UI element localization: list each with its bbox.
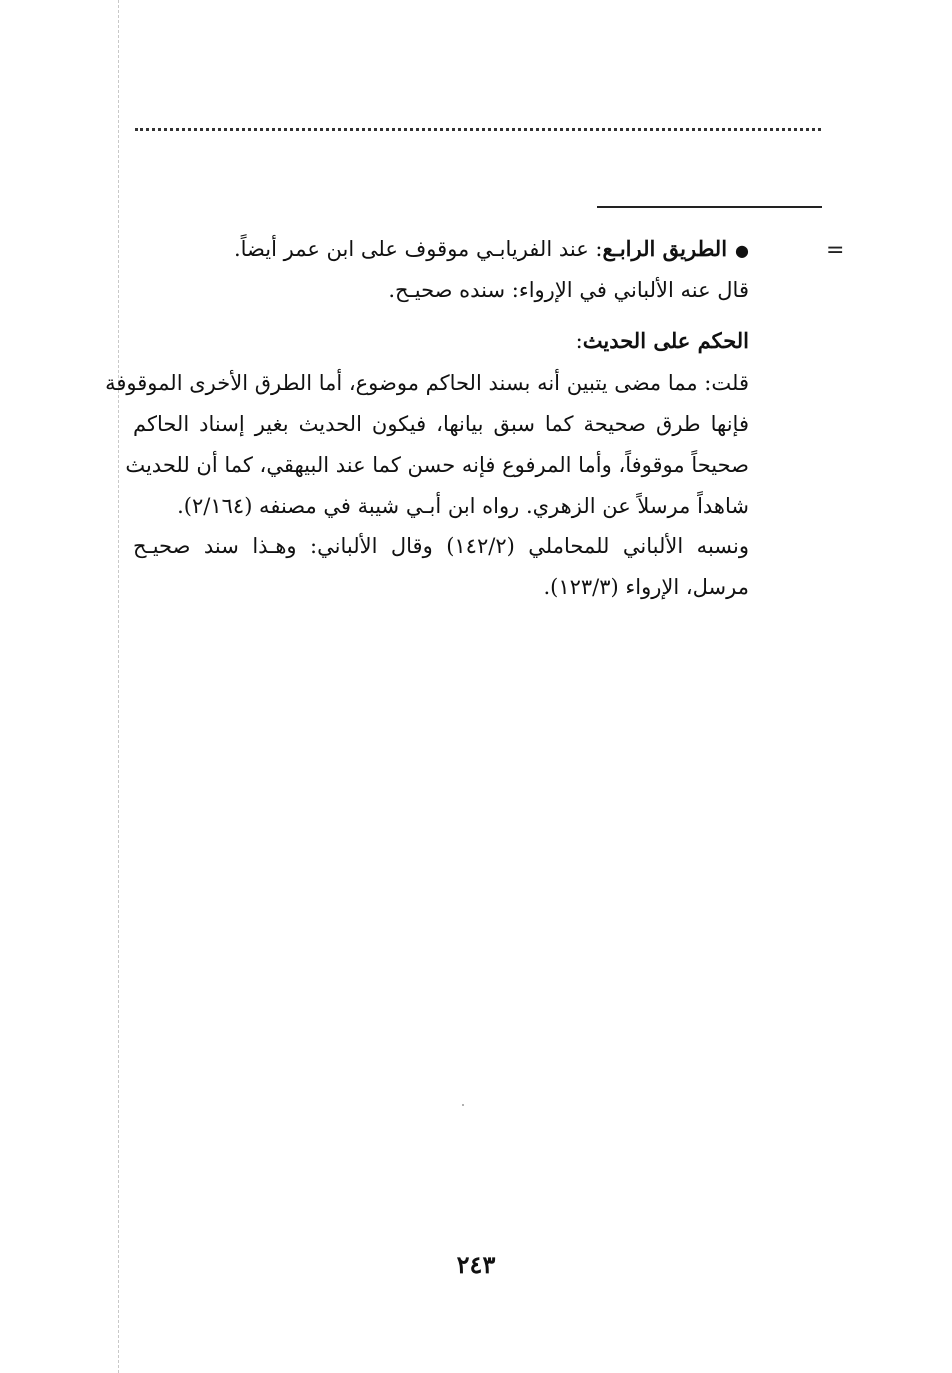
footnote-line-1 [234, 232, 749, 268]
section-heading [576, 324, 749, 358]
section-heading-colon: : [575, 329, 583, 353]
paragraph-line: ونسبه الألباني للمحاملي (١٤٢/٢) وقال الألباني: وهـذا سند صحيـح [133, 534, 749, 558]
paragraph-line: فإنها طرق صحيحة كما سبق بيانها، فيكون الحديث بغير إسناد الحاكم [133, 412, 749, 436]
scan-speck [462, 1104, 464, 1106]
section-heading-text: الحكم على الحديث [582, 328, 749, 353]
continuation-marker: = [826, 238, 845, 263]
footnote-rule [597, 206, 822, 208]
dotted-separator [135, 128, 821, 131]
bullet-icon: ● [735, 241, 749, 260]
footnote-line-2: قال عنه الألباني في الإرواء: سنده صحيـح. [388, 278, 749, 302]
paragraph-line: شاهداً مرسلاً عن الزهري. رواه ابن أبـي شيبة في مصنفه (٢/١٦٤). [177, 494, 749, 518]
footnote-text: : عند الفريابـي موقوف على ابن عمر أيضاً. [233, 237, 603, 261]
left-margin-rule [118, 0, 119, 1373]
paragraph-line: صحيحاً موقوفاً، وأما المرفوع فإنه حسن كما عند البيهقي، كما أن للحديث [125, 453, 749, 477]
paragraph-line: مرسل، الإرواء (١٢٣/٣). [543, 575, 749, 599]
footnote-label: الطريق الرابـع [602, 236, 728, 261]
paragraph-line: قلت: مما مضى يتبين أنه بسند الحاكم موضوع، أما الطرق الأخرى الموقوفة [105, 371, 749, 395]
page-number: ٢٤٣ [456, 1250, 496, 1279]
